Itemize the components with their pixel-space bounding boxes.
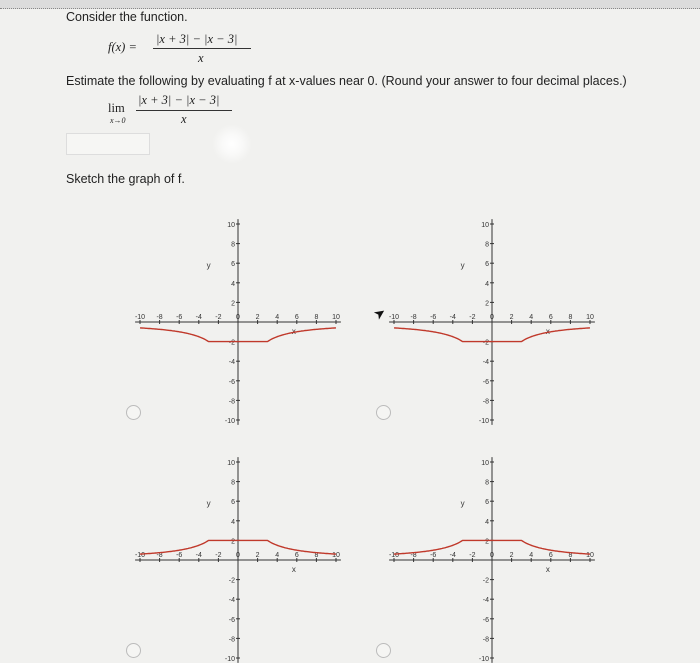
x-tick-label: 4 [275, 314, 280, 321]
y-tick-label: 6 [231, 261, 235, 269]
x-tick-label: 10 [586, 552, 594, 559]
estimate-instructions: Estimate the following by evaluating f at x-values near 0. (Round your answer to four decimal places.) [66, 74, 627, 88]
y-tick-label: -2 [482, 339, 489, 347]
graph-choice-a [134, 210, 360, 425]
x-tick-label: -4 [449, 314, 456, 321]
x-tick-label: 0 [490, 552, 494, 559]
function-fraction-bar [153, 48, 251, 49]
x-axis-letter: x [545, 327, 550, 336]
graph-a-radio[interactable] [126, 405, 141, 420]
x-tick-label: 2 [509, 552, 514, 559]
x-tick-label: -6 [430, 314, 437, 321]
y-tick-label: 4 [231, 518, 235, 526]
y-tick-label: 8 [231, 241, 235, 249]
y-tick-label: -2 [228, 339, 235, 347]
y-axis-letter: y [460, 499, 465, 509]
x-tick-label: -6 [430, 552, 437, 559]
browser-top-strip [0, 0, 700, 9]
y-tick-label: 10 [227, 222, 235, 229]
y-tick-label: 10 [227, 460, 235, 467]
x-tick-label: -10 [134, 314, 146, 321]
x-axis-letter: x [291, 565, 296, 574]
x-tick-label: 6 [548, 552, 553, 559]
x-tick-label: 0 [236, 552, 240, 559]
y-tick-label: 6 [231, 499, 235, 507]
y-tick-label: 6 [485, 499, 489, 507]
y-tick-label: 8 [485, 479, 489, 487]
x-tick-label: -8 [410, 314, 417, 321]
graph-choice-c [134, 450, 360, 663]
y-tick-label: -4 [228, 359, 235, 367]
x-tick-label: 2 [509, 314, 514, 321]
y-tick-label: 4 [485, 518, 489, 526]
x-tick-label: 6 [548, 314, 553, 321]
x-tick-label: 6 [294, 314, 299, 321]
x-tick-label: 10 [586, 314, 594, 321]
y-tick-label: -2 [228, 577, 235, 585]
x-tick-label: -8 [410, 552, 417, 559]
x-tick-label: 10 [332, 552, 340, 559]
y-tick-label: -6 [228, 378, 235, 386]
y-axis-letter: y [460, 261, 465, 271]
y-tick-label: -10 [224, 656, 235, 663]
x-tick-label: -2 [469, 552, 476, 559]
x-tick-label: -6 [176, 314, 183, 321]
function-lhs: f(x) = [108, 40, 137, 54]
y-tick-label: -4 [482, 597, 489, 605]
mouse-cursor-icon: ➤ [370, 303, 389, 324]
x-tick-label: 4 [275, 552, 280, 559]
x-axis-letter: x [291, 327, 296, 336]
x-tick-label: -8 [156, 314, 163, 321]
sketch-instructions: Sketch the graph of f. [66, 172, 185, 186]
x-tick-label: -2 [215, 552, 222, 559]
intro-text: Consider the function. [66, 10, 188, 24]
x-tick-label: -2 [215, 314, 222, 321]
limit-numerator: |x + 3| − |x − 3| [138, 93, 220, 107]
x-tick-label: -4 [449, 552, 456, 559]
answer-input[interactable] [66, 133, 150, 155]
screen-glare [212, 124, 252, 164]
x-tick-label: 8 [568, 552, 573, 559]
x-tick-label: 6 [294, 552, 299, 559]
limit-fraction-bar [136, 110, 232, 111]
y-tick-label: -2 [482, 577, 489, 585]
y-tick-label: 10 [481, 222, 489, 229]
y-tick-label: 8 [485, 241, 489, 249]
graph-choice-d [388, 450, 612, 663]
y-tick-label: 2 [231, 538, 235, 546]
limit-subscript: x→0 [110, 116, 126, 125]
x-tick-label: 4 [529, 314, 534, 321]
x-tick-label: -8 [156, 552, 163, 559]
y-tick-label: -8 [482, 636, 489, 644]
y-tick-label: -6 [482, 378, 489, 386]
y-tick-label: -6 [228, 616, 235, 624]
x-tick-label: 8 [568, 314, 573, 321]
y-tick-label: -8 [228, 636, 235, 644]
y-tick-label: -10 [224, 418, 235, 425]
x-tick-label: 8 [314, 314, 319, 321]
x-tick-label: 2 [255, 314, 260, 321]
x-tick-label: 0 [236, 314, 240, 321]
y-axis-letter: y [206, 499, 211, 509]
x-axis-letter: x [545, 565, 550, 574]
x-tick-label: -4 [195, 552, 202, 559]
x-tick-label: -4 [195, 314, 202, 321]
function-denominator: x [198, 51, 204, 65]
x-tick-label: -6 [176, 552, 183, 559]
y-tick-label: 4 [231, 280, 235, 288]
x-tick-label: -10 [388, 552, 400, 559]
limit-denominator: x [181, 112, 187, 126]
x-tick-label: 4 [529, 552, 534, 559]
y-tick-label: -4 [228, 597, 235, 605]
graph-b-radio[interactable] [376, 405, 391, 420]
y-tick-label: 6 [485, 261, 489, 269]
x-tick-label: 0 [490, 314, 494, 321]
y-tick-label: -10 [478, 418, 489, 425]
graph-choice-b [388, 210, 612, 425]
y-tick-label: -8 [482, 398, 489, 406]
y-tick-label: -4 [482, 359, 489, 367]
y-axis-letter: y [206, 261, 211, 271]
y-tick-label: 4 [485, 280, 489, 288]
x-tick-label: 10 [332, 314, 340, 321]
y-tick-label: 2 [485, 538, 489, 546]
y-tick-label: -10 [478, 656, 489, 663]
y-tick-label: 10 [481, 460, 489, 467]
x-tick-label: -10 [388, 314, 400, 321]
y-tick-label: 2 [485, 300, 489, 308]
graph-c-radio[interactable] [126, 643, 141, 658]
limit-label: lim [108, 101, 125, 115]
y-tick-label: -6 [482, 616, 489, 624]
y-tick-label: -8 [228, 398, 235, 406]
x-tick-label: -2 [469, 314, 476, 321]
function-numerator: |x + 3| − |x − 3| [156, 32, 238, 46]
y-tick-label: 8 [231, 479, 235, 487]
x-tick-label: 8 [314, 552, 319, 559]
y-tick-label: 2 [231, 300, 235, 308]
graph-d-radio[interactable] [376, 643, 391, 658]
x-tick-label: -10 [134, 552, 146, 559]
x-tick-label: 2 [255, 552, 260, 559]
